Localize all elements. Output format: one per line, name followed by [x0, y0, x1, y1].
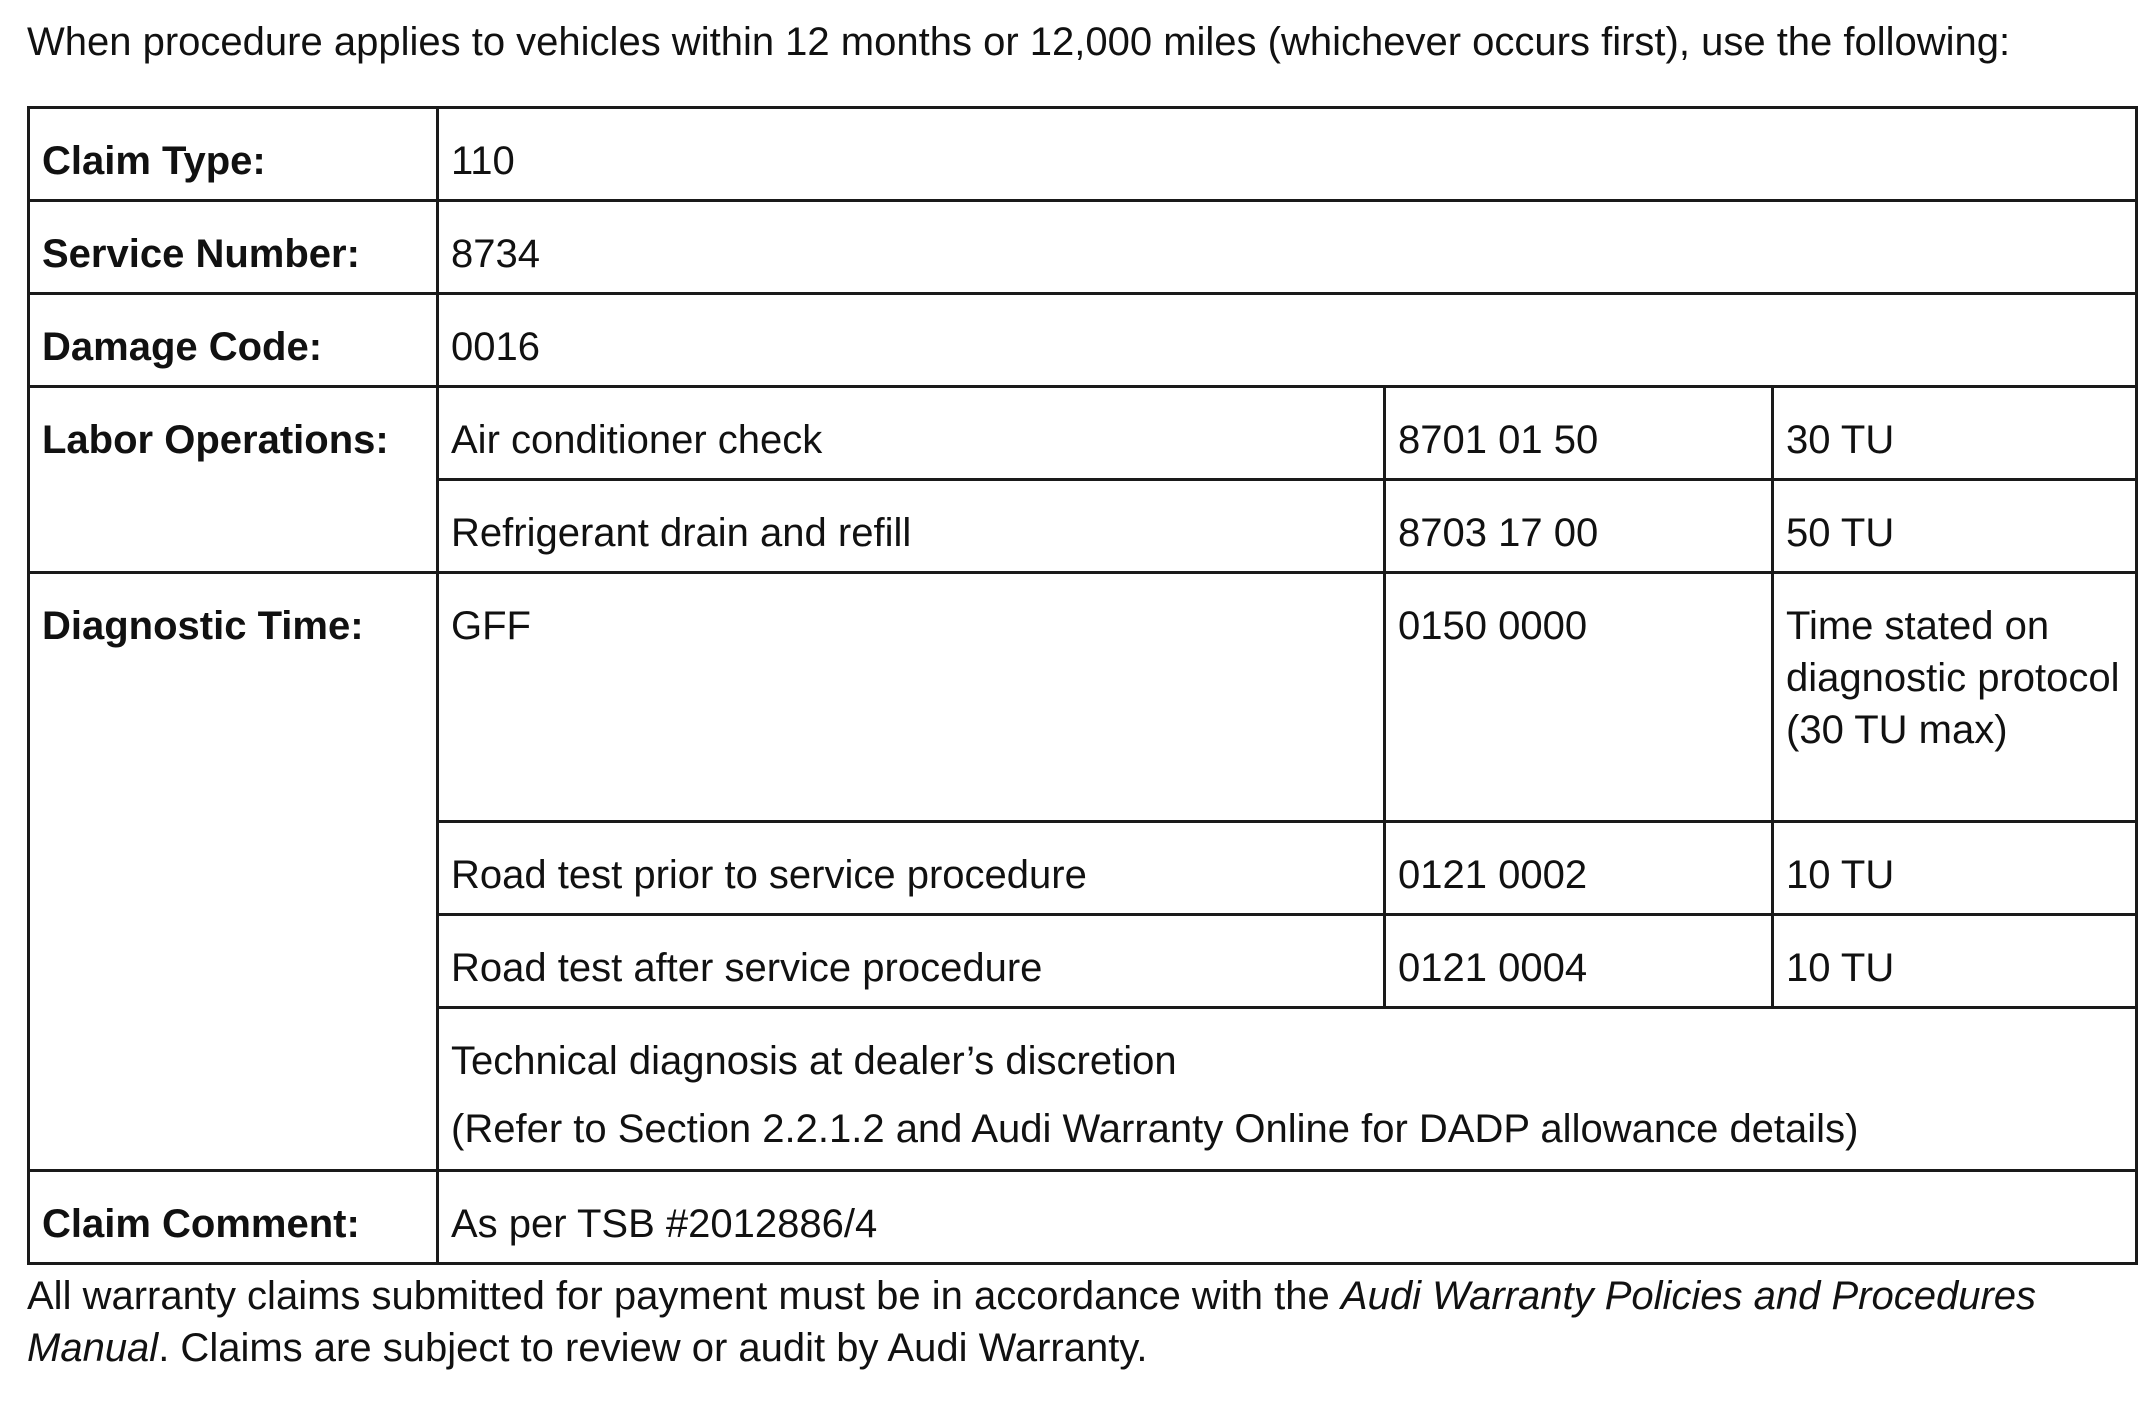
- table-row: [29, 201, 2137, 294]
- table-row: [29, 108, 2137, 201]
- service-number-value: 8734: [438, 201, 2137, 294]
- damage-code-value: 0016: [438, 294, 2137, 387]
- diagnostic-code: 0121 0004: [1385, 915, 1773, 1008]
- diagnostic-desc: GFF: [438, 573, 1385, 822]
- diagnostic-time-value: Time stated on diagnostic protocol (30 TU max): [1773, 573, 2137, 822]
- footer-text-part1: All warranty claims submitted for payment must be in accordance with the: [27, 1274, 1341, 1318]
- diagnostic-note-reference: (Refer to Section 2.2.1.2 and Audi Warranty Online for DADP allowance details): [451, 1107, 1859, 1151]
- diagnostic-note: [438, 1008, 2137, 1171]
- labor-op-desc: Air conditioner check: [438, 387, 1385, 480]
- footer-note: [27, 1270, 2135, 1374]
- table-row: [29, 1171, 2137, 1264]
- diagnostic-time-value: 10 TU: [1773, 822, 2137, 915]
- claim-type-value: 110: [438, 108, 2137, 201]
- diagnostic-note-line: Technical diagnosis at dealer’s discretion: [451, 1039, 1177, 1083]
- labor-op-code: 8701 01 50: [1385, 387, 1773, 480]
- diagnostic-desc: Road test after service procedure: [438, 915, 1385, 1008]
- footer-text-part2: . Claims are subject to review or audit by Audi Warranty.: [158, 1326, 1148, 1370]
- diagnostic-time-label: Diagnostic Time:: [29, 573, 438, 1171]
- labor-op-time: 30 TU: [1773, 387, 2137, 480]
- claim-type-label: Claim Type:: [29, 108, 438, 201]
- intro-text: When procedure applies to vehicles within 12 months or 12,000 miles (whichever occurs first), use the following:: [27, 20, 2011, 64]
- labor-operations-label: Labor Operations:: [29, 387, 438, 573]
- diagnostic-time-value: 10 TU: [1773, 915, 2137, 1008]
- diagnostic-code: 0150 0000: [1385, 573, 1773, 822]
- warranty-claim-table: [27, 106, 2138, 1265]
- labor-op-desc: Refrigerant drain and refill: [438, 480, 1385, 573]
- table-row: [29, 294, 2137, 387]
- table-row: [29, 573, 2137, 822]
- diagnostic-code: 0121 0002: [1385, 822, 1773, 915]
- table-row: [29, 387, 2137, 480]
- manual-title: Audi Warranty Policies and Procedures Manual: [27, 1274, 2037, 1370]
- claim-comment-value: As per TSB #2012886/4: [438, 1171, 2137, 1264]
- damage-code-label: Damage Code:: [29, 294, 438, 387]
- diagnostic-desc: Road test prior to service procedure: [438, 822, 1385, 915]
- labor-op-time: 50 TU: [1773, 480, 2137, 573]
- service-number-label: Service Number:: [29, 201, 438, 294]
- labor-op-code: 8703 17 00: [1385, 480, 1773, 573]
- claim-comment-label: Claim Comment:: [29, 1171, 438, 1264]
